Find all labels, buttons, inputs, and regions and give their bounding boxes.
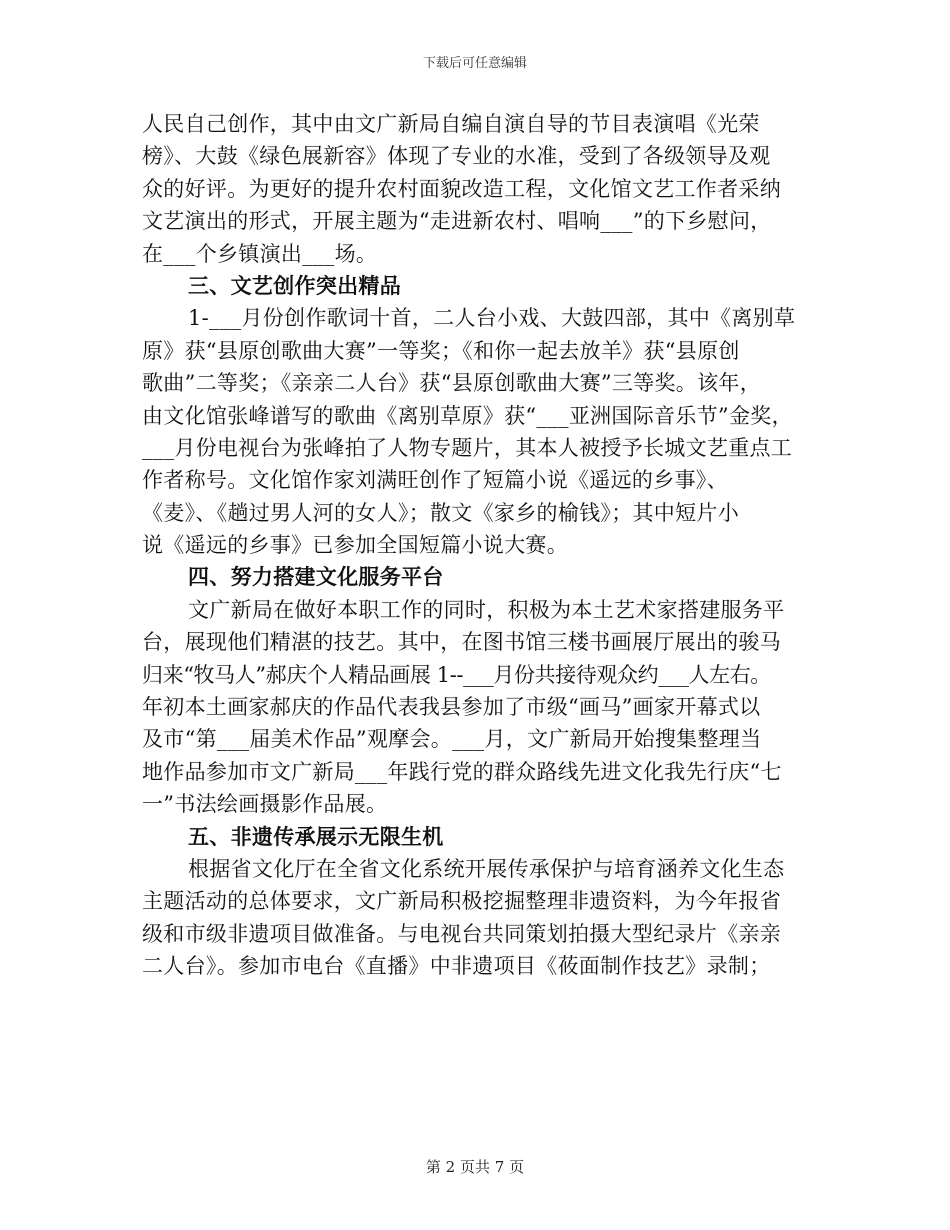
text-line: 在___个乡镇演出___场。 xyxy=(142,241,378,266)
text-line: 一”书法绘画摄影作品展。 xyxy=(142,792,388,817)
text-line: 原》获“县原创歌曲大赛”一等奖；《和你一起去放羊》获“县原创 xyxy=(142,338,740,363)
page-number: 第 2 页共 7 页 xyxy=(425,1158,525,1176)
text-line: 及市“第___届美术作品”观摩会。___月，文广新局开始搜集整理当 xyxy=(142,727,762,752)
text-line: 歌曲”二等奖；《亲亲二人台》获“县原创歌曲大赛”三等奖。该年， xyxy=(142,371,762,396)
text-line: 文艺演出的形式，开展主题为“走进新农村、唱响___”的下乡慰问， xyxy=(142,209,772,234)
text-line: 人民自己创作，其中由文广新局自编自演自导的节目表演唱《光荣 xyxy=(142,112,760,136)
section-heading: 四、努力搭建文化服务平台 xyxy=(188,564,444,590)
text-line: ___月份电视台为张峰拍了人物专题片，其本人被授予长城文艺重点工 xyxy=(142,435,793,460)
text-line: 归来“牧马人”郝庆个人精品画展 1--___月份共接待观众约___人左右。 xyxy=(142,662,771,687)
paragraph-first-line: 1-___月份创作歌词十首，二人台小戏、大鼓四部，其中《离别草 xyxy=(188,306,796,331)
paragraph-first-line: 文广新局在做好本职工作的同时，积极为本土艺术家搭建服务平 xyxy=(188,597,785,622)
page-header: 下载后可任意编辑 xyxy=(422,56,527,71)
text-line: 年初本土画家郝庆的作品代表我县参加了市级“画马”画家开幕式以 xyxy=(142,695,761,720)
text-line: 榜》、大鼓《绿色展新容》体现了专业的水准，受到了各级领导及观 xyxy=(142,144,771,169)
paragraph-first-line: 根据省文化厅在全省文化系统开展传承保护与培育涵养文化生态 xyxy=(188,856,785,881)
text-line: 众的好评。为更好的提升农村面貌改造工程，文化馆文艺工作者采纳 xyxy=(142,176,781,201)
text-line: 二人台》。参加市电台《直播》中非遗项目《莜面制作技艺》录制； xyxy=(142,954,771,979)
text-line: 说《遥远的乡事》已参加全国短篇小说大赛。 xyxy=(142,533,568,558)
text-line: 由文化馆张峰谱写的歌曲《离别草原》获“___亚洲国际音乐节”金奖， xyxy=(142,403,793,428)
text-line: 作者称号。文化馆作家刘满旺创作了短篇小说《遥远的乡事》、 xyxy=(142,468,728,493)
text-line: 地作品参加市文广新局___年践行党的群众路线先进文化我先行庆“七 xyxy=(142,759,782,784)
section-heading: 三、文艺创作突出精品 xyxy=(188,272,401,298)
text-line: 级和市级非遗项目做准备。与电视台共同策划拍摄大型纪录片《亲亲 xyxy=(142,921,781,946)
document-body xyxy=(142,108,832,983)
text-line: 主题活动的总体要求，文广新局积极挖掘整理非遗资料，为今年报省 xyxy=(142,889,781,914)
text-line: 台，展现他们精湛的技艺。其中，在图书馆三楼书画展厅展出的骏马 xyxy=(142,630,781,655)
text-line: 《麦》、《趟过男人河的女人》；散文《家乡的榆钱》；其中短片小 xyxy=(142,500,739,525)
section-heading: 五、非遗传承展示无限生机 xyxy=(188,823,444,849)
